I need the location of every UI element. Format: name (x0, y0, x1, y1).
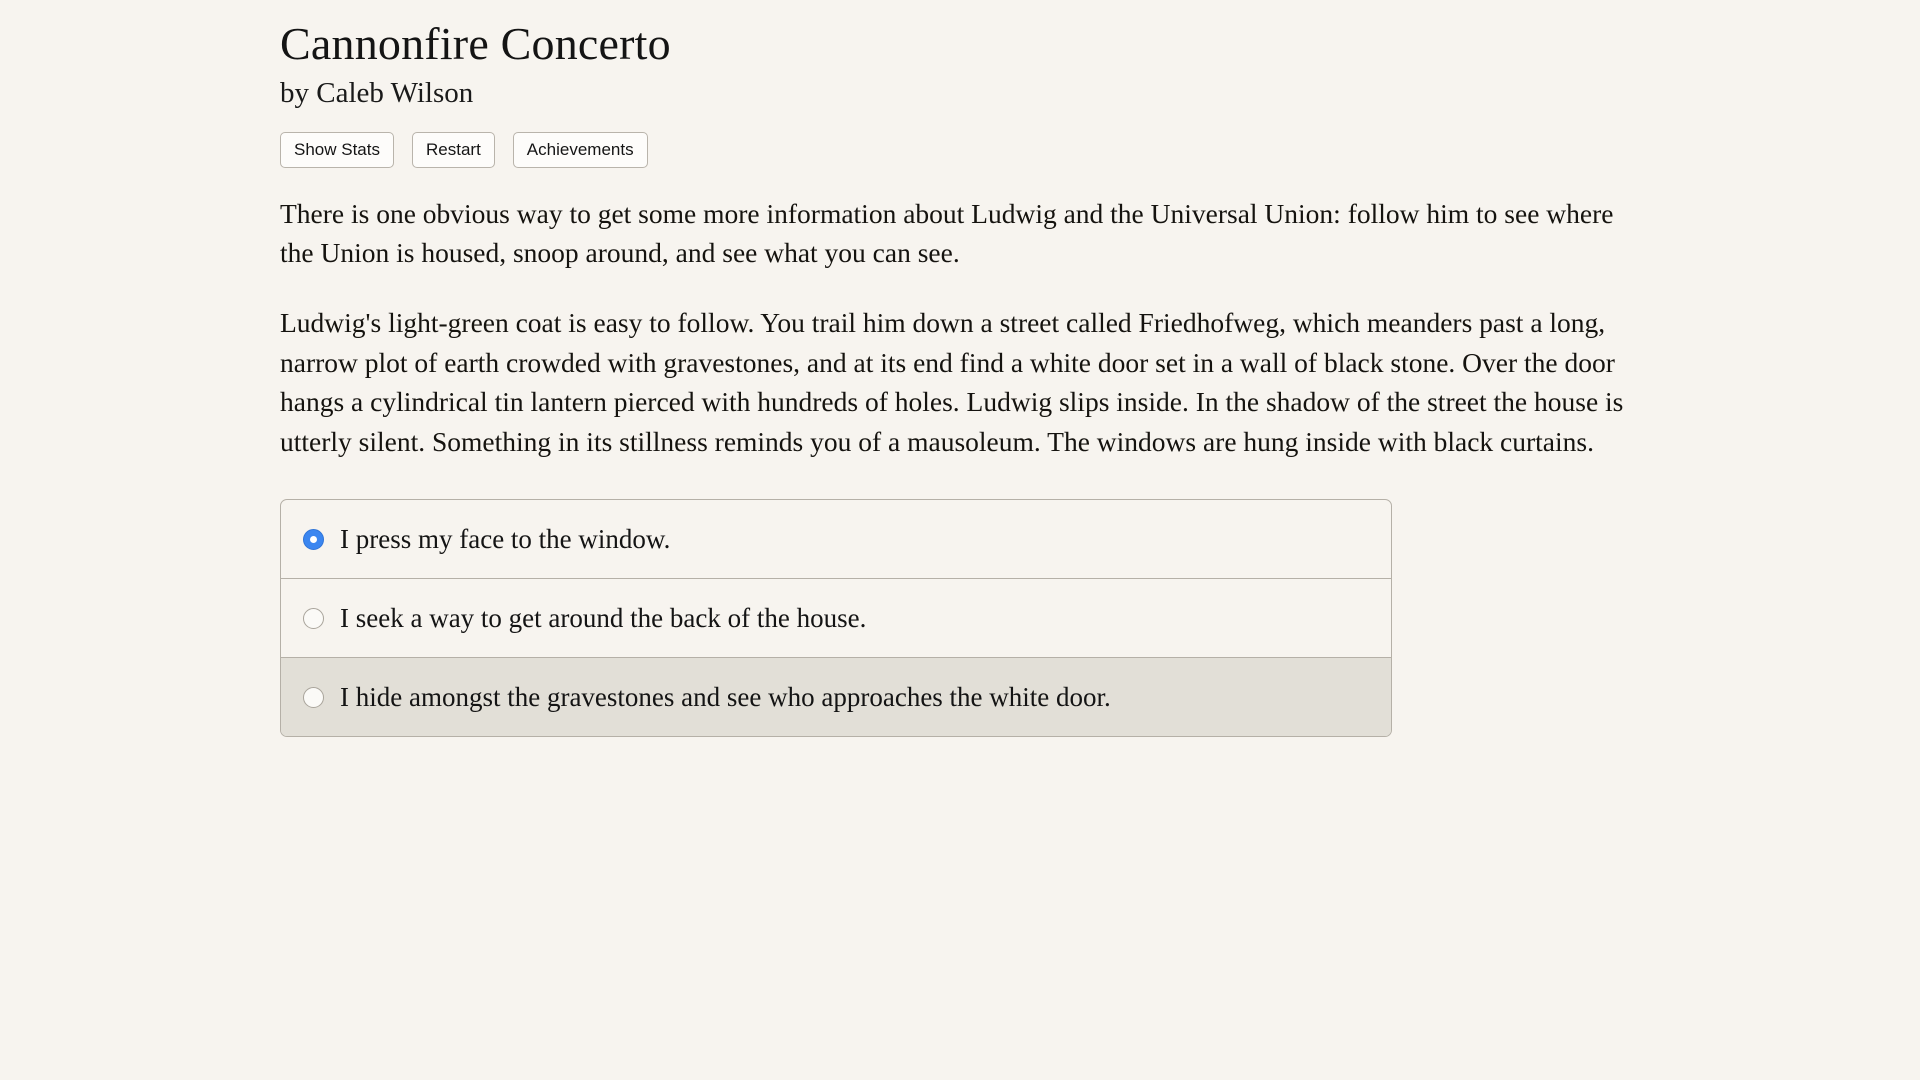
story-paragraph: Ludwig's light-green coat is easy to follow. You trail him down a street called Friedhofweg, which meanders past a long, narrow plot of earth crowded with gravestones, and at its end find a white door set in a wall of black stone. Over the door hangs a cylindrical tin lantern pierced with hundreds of holes. Ludwig slips inside. In the shadow of the street the house is utterly silent. Something in its stillness reminds you of a mausoleum. The windows are hung inside with black curtains. (280, 307, 1624, 457)
choice-option[interactable] (281, 579, 1391, 658)
choice-option[interactable] (281, 658, 1391, 736)
choice-label: I press my face to the window. (340, 523, 671, 554)
story-container (280, 18, 1640, 737)
show-stats-button[interactable]: Show Stats (280, 132, 394, 168)
radio-button-icon[interactable] (303, 687, 324, 708)
story-paragraph: There is one obvious way to get some more information about Ludwig and the Universal Union: follow him to see where the Union is housed, snoop around, and see what you can see. (280, 197, 1614, 269)
game-toolbar (280, 132, 1640, 168)
choice-label: I seek a way to get around the back of the house. (340, 602, 867, 633)
restart-button[interactable]: Restart (412, 132, 495, 168)
choice-list (280, 499, 1392, 737)
page-title: Cannonfire Concerto (280, 18, 671, 69)
radio-button-icon[interactable] (303, 529, 324, 550)
achievements-button[interactable]: Achievements (513, 132, 648, 168)
radio-button-icon[interactable] (303, 608, 324, 629)
author-byline: by Caleb Wilson (280, 76, 474, 109)
choice-option[interactable] (281, 500, 1391, 579)
choice-label: I hide amongst the gravestones and see who approaches the white door. (340, 681, 1111, 712)
